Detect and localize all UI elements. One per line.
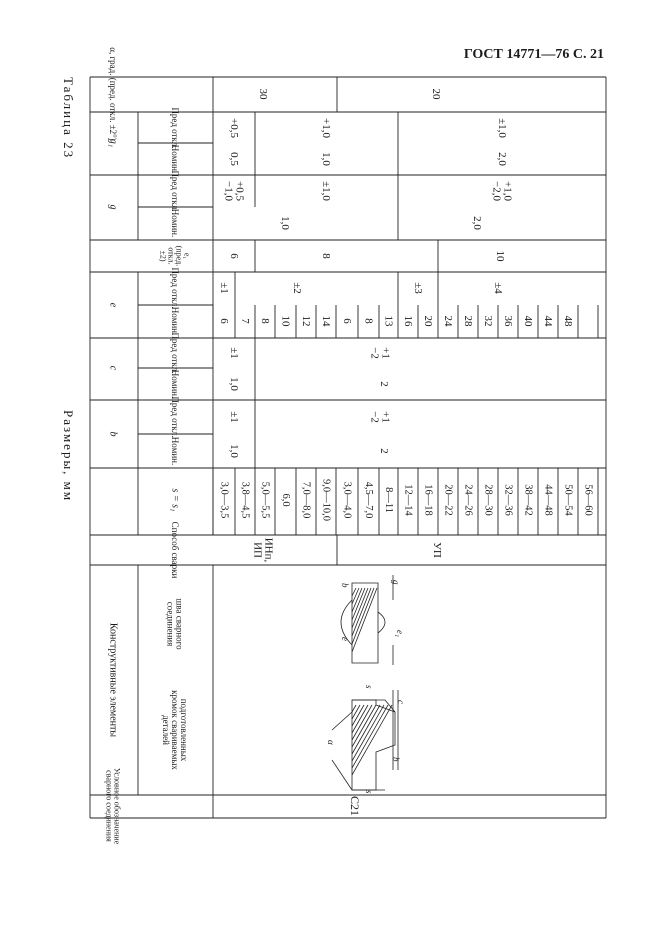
header-c-nom: Номин.	[170, 369, 180, 399]
header-g: g	[107, 204, 119, 210]
header-b-dev: Пред откл.	[170, 396, 180, 438]
method-value: ИП	[251, 542, 264, 558]
header-e-dev: Пред откл.	[170, 267, 180, 309]
e-nom: 8	[259, 318, 271, 324]
g-nom: 1,0	[279, 216, 291, 230]
drawing-letter: α	[326, 740, 336, 745]
g-dev: −2,0	[490, 181, 503, 201]
drawing-letter: e	[340, 637, 350, 641]
s-value: 12—14	[402, 484, 414, 516]
e-nom: 14	[320, 315, 332, 327]
e-nom: 44	[542, 315, 554, 327]
e-dev: ±3	[412, 282, 424, 294]
g1-nom: 2,0	[496, 152, 508, 166]
e-nom: 7	[239, 318, 251, 324]
dimensions-label: Размеры, мм	[61, 410, 76, 503]
header-prepared-edges: кромок свариваемых	[170, 690, 180, 770]
e-nom: 20	[422, 315, 434, 327]
e-nom: 13	[382, 315, 395, 327]
g-dev: +0,5	[233, 181, 246, 201]
e-dev: ±2	[291, 282, 303, 294]
b-dev: −2	[368, 411, 381, 423]
weld-root	[378, 612, 385, 633]
header-g-dev: Пред откл.	[170, 170, 180, 212]
table-label: Таблица 23	[61, 77, 76, 160]
header-c-dev: Пред откл.	[170, 332, 180, 374]
b-nom: 2	[378, 448, 390, 454]
alpha-value: 20	[430, 88, 442, 100]
header-g1: g₁	[107, 138, 119, 148]
header-b-nom: Номин.	[170, 436, 180, 466]
e1-value: 6	[228, 253, 240, 259]
header-e-nom: Номин.	[170, 306, 180, 336]
c-dev: −2	[368, 347, 381, 359]
drawing-letter: c	[396, 700, 406, 704]
header-weld-seam: шва сварного	[174, 598, 185, 650]
header-g-nom: Номин.	[170, 208, 180, 238]
s-value: 56—60	[582, 484, 594, 516]
header-prepared-edges: деталей	[161, 715, 171, 745]
e-nom: 36	[502, 315, 514, 327]
s-value: 9,0—10,0	[320, 479, 332, 521]
e1-value: 8	[320, 253, 332, 259]
header-method: Способ сварки	[170, 521, 180, 579]
s-value: 3,0—3,5	[218, 481, 230, 519]
g1-nom: 0,5	[228, 152, 240, 166]
drawing-letter: g	[391, 580, 401, 585]
b-nom: 1,0	[228, 444, 240, 458]
header-b: b	[107, 431, 119, 437]
c-dev: +1	[379, 347, 392, 359]
e-nom: 8	[362, 318, 375, 324]
header-e1: ±2)	[158, 250, 168, 262]
g-dev: ±1,0	[320, 181, 332, 201]
drawing-letter: s	[364, 790, 374, 794]
e-nom: 16	[402, 315, 414, 327]
header-s: s = s₁	[169, 488, 181, 512]
e-dev: ±4	[492, 282, 504, 294]
g-nom: 2,0	[471, 216, 483, 230]
s-value: 3,8—4,5	[239, 481, 251, 519]
s-value: 32—36	[502, 484, 514, 516]
header-g1-nom: Номин.	[170, 144, 180, 174]
e-nom: 28	[462, 315, 474, 327]
e-nom: 6	[341, 318, 353, 324]
header-g1-dev: Пред откл.	[170, 107, 180, 149]
s-value: 7,0—8,0	[300, 481, 312, 519]
e-nom: 40	[522, 315, 534, 327]
e-nom: 32	[482, 315, 494, 327]
g1-dev: ±1,0	[496, 118, 508, 138]
method-value: ИНп,	[262, 537, 275, 563]
drawing-letter: b	[340, 583, 350, 588]
header-weld-seam: соединения	[165, 601, 176, 647]
s-value: 24—26	[462, 484, 474, 516]
header-e1: откл.	[166, 247, 176, 265]
g1-dev: +1,0	[320, 118, 332, 138]
designation-value: С21	[348, 795, 362, 817]
b-dev: ±1	[228, 411, 240, 423]
header-e: e	[107, 302, 119, 308]
drawing-letter: e₁	[395, 630, 405, 638]
e-nom: 10	[279, 315, 292, 327]
e-dev: ±1	[218, 282, 230, 294]
c-nom: 2	[378, 381, 390, 387]
s-value: 5,0—5,5	[259, 481, 271, 519]
header-e1: e₁	[182, 252, 192, 260]
s-value: 8—11	[383, 487, 394, 513]
drawing-letter: b	[391, 757, 401, 762]
alpha-value: 30	[257, 88, 269, 100]
joint-drawings	[332, 575, 398, 790]
header-designation: сварного соединения	[104, 770, 114, 842]
g-dev: +1,0	[501, 181, 514, 201]
s-value: 20—22	[442, 484, 454, 516]
e-nom: 48	[562, 315, 574, 327]
header-constructive: Конструктивные элементы	[107, 622, 119, 738]
s-value: 50—54	[562, 484, 574, 516]
s-value: 38—42	[522, 484, 534, 516]
c-dev: ±1	[228, 347, 240, 359]
e-nom: 12	[300, 315, 312, 327]
s-value: 6,0	[280, 493, 291, 507]
g1-nom: 1,0	[320, 152, 332, 166]
header-e1: (пред.	[174, 245, 184, 267]
e-nom: 6	[218, 318, 230, 324]
prepared-edge-outline	[352, 700, 395, 790]
s-value: 28—30	[482, 484, 494, 516]
e1-value: 10	[494, 250, 506, 262]
g-dev: −1,0	[222, 181, 235, 201]
g1-dev: +0,5	[228, 118, 240, 138]
header-prepared-edges: подготовленных	[179, 698, 189, 762]
s-value: 16—18	[422, 484, 434, 516]
page-header: ГОСТ 14771—76 С. 21	[463, 47, 604, 62]
header-designation: Условное обозначение	[112, 767, 122, 845]
header-alpha: α, град. (пред. откл. ±2°)	[108, 47, 118, 141]
s-value: 3,0—4,0	[341, 481, 353, 519]
method-value: УП	[431, 542, 443, 558]
s-value: 4,5—7,0	[363, 481, 374, 519]
prepared-edge-plate	[352, 700, 395, 790]
e-nom: 24	[442, 315, 454, 327]
b-dev: +1	[379, 411, 392, 423]
c-nom: 1,0	[228, 377, 240, 391]
s-value: 44—48	[542, 484, 554, 516]
drawing-letter: s	[364, 685, 374, 689]
header-c: c	[107, 365, 119, 371]
